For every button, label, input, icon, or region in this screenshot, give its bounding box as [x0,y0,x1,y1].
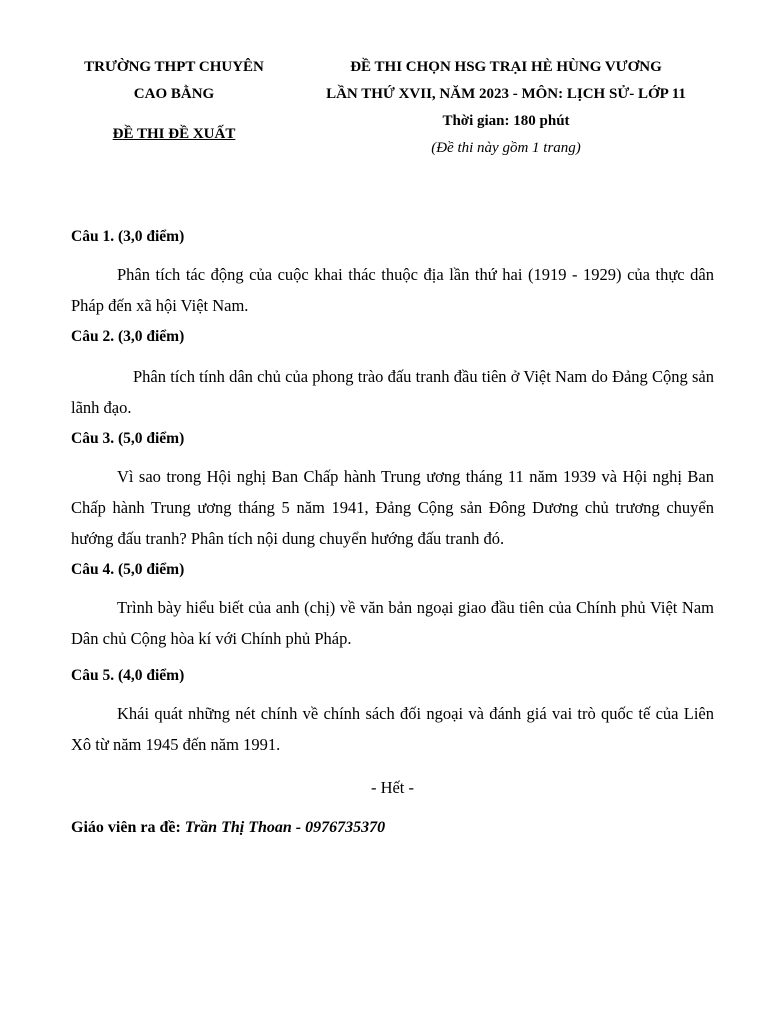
question-1 [71,223,714,321]
question-title: Câu 4. (5,0 điểm) [71,561,185,578]
exam-page-note: (Đề thi này gồm 1 trang) [431,140,581,156]
exam-duration: Thời gian: 180 phút [442,113,570,129]
author-line [71,814,714,842]
question-title: Câu 1. (3,0 điểm) [71,228,185,245]
document-type: ĐỀ THI ĐỀ XUẤT [112,126,236,142]
exam-title-line1: ĐỀ THI CHỌN HSG TRẠI HÈ HÙNG VƯƠNG [350,59,662,75]
exam-title-line2: LẦN THỨ XVII, NĂM 2023 - MÔN: LỊCH SỬ- LỚP 11 [326,86,686,102]
question-title: Câu 2. (3,0 điểm) [71,328,185,345]
question-3 [71,425,714,554]
end-mark: - Hết - [370,778,415,797]
exam-content [71,223,714,842]
author-name: Trần Thị Thoan - 0976735370 [184,819,386,836]
school-name-line2: CAO BẰNG [133,86,215,102]
question-body: Vì sao trong Hội nghị Ban Chấp hành Trung ương tháng 11 năm 1939 và Hội nghị Ban Chấp hành Trung ương tháng 5 năm 1941, Đảng Cộng sản Đông Dương chủ trương chuyển hướng đấu tranh? Phân tích nội dung chuyển hướng đấu tranh đó. [71,467,714,548]
question-title: Câu 3. (5,0 điểm) [71,430,185,447]
question-4 [71,556,714,654]
question-body: Trình bày hiểu biết của anh (chị) về văn bản ngoại giao đầu tiên của Chính phủ Việt Nam Dân chủ Cộng hòa kí với Chính phủ Pháp. [71,598,714,648]
school-header [60,54,288,148]
question-5 [71,662,714,760]
author-label: Giáo viên ra đề: [71,819,181,836]
question-body: Khái quát những nét chính về chính sách đối ngoại và đánh giá vai trò quốc tế của Liên Xô từ năm 1945 đến năm 1991. [71,704,714,754]
school-name-line1: TRƯỜNG THPT CHUYÊN [84,59,264,75]
question-body: Phân tích tính dân chủ của phong trào đấu tranh đầu tiên ở Việt Nam do Đảng Cộng sản lãnh đạo. [71,367,714,417]
exam-header [296,54,716,162]
question-title: Câu 5. (4,0 điểm) [71,667,185,684]
question-2 [71,323,714,423]
question-body: Phân tích tác động của cuộc khai thác thuộc địa lần thứ hai (1919 - 1929) của thực dân Pháp đến xã hội Việt Nam. [71,265,714,315]
